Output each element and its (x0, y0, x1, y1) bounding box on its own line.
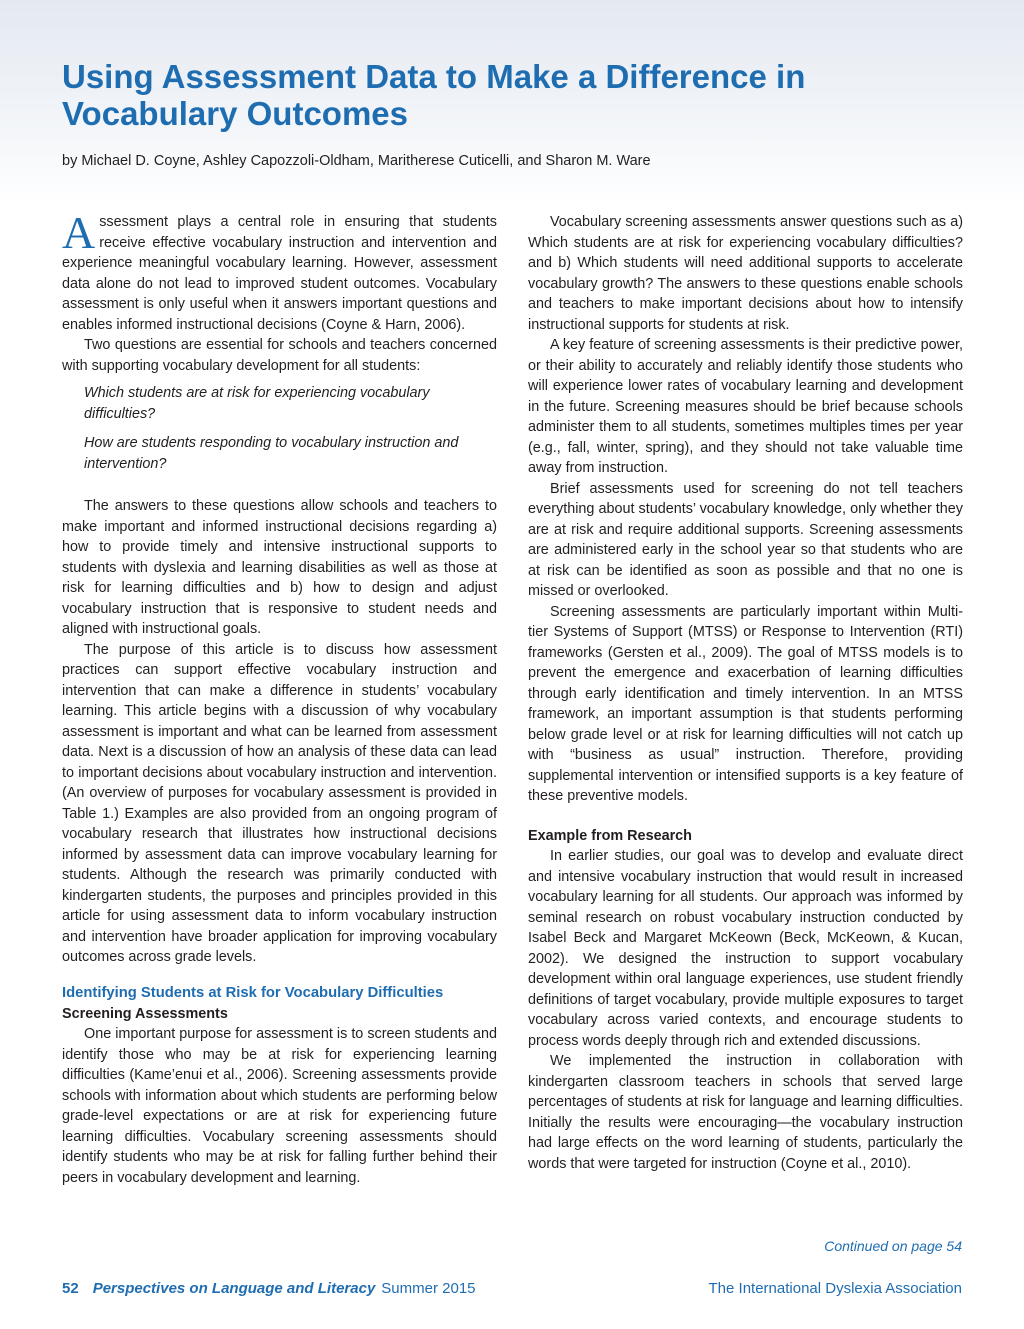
paragraph: We implemented the instruction in collaboration with kindergarten classroom teachers in schools that served large percentages of students at risk for language and learning difficulties. Initially the results were encouraging—the vocabulary instruction had large effects on the word learning of students, particularly the words that were targeted for instruction (Coyne et al., 2010). (528, 1053, 963, 1172)
paragraph: In earlier studies, our goal was to develop and evaluate direct and intensive vocabulary instruction that would result in increased vocabulary learning for all students. Our approach was informed by seminal research on robust vocabulary instruction conducted by Isabel Beck and Margaret McKeown (Beck, McKeown, & Kucan, 2002). We designed the instruction to support vocabulary development within oral language experiences, use student friendly definitions of target vocabulary, provide multiple exposures to target vocabulary across varied contexts, and encourage students to process words deeply through rich and extended discussions. (528, 848, 963, 1049)
paragraph: One important purpose for assessment is to screen students and identify those who may be at risk for experiencing learning difficulties (Kame’enui et al., 2006). Screening assessments provide schools with information about which students are performing below grade-level expectations or are at risk for experiencing future learning difficulties. Vocabulary screening assessments should identify students who may be at risk for falling further behind their peers in vocabulary development and learning. (62, 1026, 497, 1186)
section-heading: Identifying Students at Risk for Vocabulary Difficulties (62, 984, 444, 1001)
question-1: Which students are at risk for experiencing vocabulary difficulties? (84, 385, 430, 422)
left-column (62, 207, 497, 1260)
page-number: 52 (62, 1280, 79, 1297)
paragraph: Brief assessments used for screening do not tell teachers everything about students’ vocabulary knowledge, only whether they are at risk and require additional supports. Screening assessments are administered early in the school year so that students who are at risk can be identified as soon as possible and that no one is missed or overlooked. (528, 480, 963, 599)
paragraph: The purpose of this article is to discuss how assessment practices can support effective vocabulary instruction and intervention that can make a difference in students’ vocabulary learning. This article begins with a discussion of why vocabulary assessment is important and what can be learned from assessment data. Next is a discussion of how an analysis of these data can lead to important decisions about vocabulary instruction and intervention. (An overview of purposes for vocabulary assessment is provided in Table 1.) Examples are also provided from an ongoing program of vocabulary research that illustrates how instructional decisions informed by assessment data can improve vocabulary learning for students. Although the research was primarily conducted with kindergarten students, the purposes and principles provided in this article for using assessment data to inform vocabulary instruction and intervention have broader application for improving vocabulary outcomes across grade levels. (62, 641, 497, 965)
page-footer (62, 1280, 962, 1302)
paragraph: A key feature of screening assessments is their predictive power, or their ability to accurately and reliably identify those students who will experience lower rates of vocabulary learning and development in the future. Screening measures should be brief because schools administer them to all students, sometimes multiples times per year (e.g., fall, winter, spring), and they should not take valuable time away from instruction. (528, 337, 963, 476)
paragraph: The answers to these questions allow schools and teachers to make important and informed instructional decisions regarding a) how to provide timely and intensive instructional supports to students with dyslexia and learning disabilities as well as those at risk for learning difficulties and b) how to design and adjust vocabulary instruction that is responsive to student needs and aligned with instructional goals. (62, 498, 497, 637)
continued-note: Continued on page 54 (824, 1238, 962, 1254)
journal-name: Perspectives on Language and Literacy (92, 1280, 376, 1297)
article-title: Using Assessment Data to Make a Difference in Vocabulary Outcomes (62, 58, 806, 132)
paragraph: Screening assessments are particularly important within Multi-tier Systems of Support (MTSS) or Response to Intervention (RTI) frameworks (Gersten et al., 2009). The goal of MTSS models is to prevent the emergence and exacerbation of learning difficulties through early identification and timely intervention. In an MTSS framework, an important assumption is that students performing below grade level or at risk for learning difficulties will not catch up with “business as usual” instruction. Therefore, providing supplemental intervention or intensified supports is a key feature of these preventive models. (528, 603, 963, 804)
article-byline: by Michael D. Coyne, Ashley Capozzoli-Oldham, Maritherese Cuticelli, and Sharon M. Ware (62, 153, 651, 169)
paragraph: Vocabulary screening assessments answer questions such as a) Which students are at risk for experiencing vocabulary difficulties? and b) Which students will need additional supports to accelerate vocabulary growth? The answers to these questions enable schools and teachers to make important decisions about how to intensify instructional supports for students at risk. (528, 214, 963, 333)
subheading-screening: Screening Assessments (62, 1005, 228, 1022)
organization-name: The International Dyslexia Association (708, 1280, 962, 1297)
intro-paragraph (62, 207, 497, 335)
intro-text: ssessment plays a central role in ensuring that students receive effective vocabulary instruction and intervention and experience meaningful vocabulary learning. However, assessment data alone do not lead to improved student outcomes. Vocabulary assessment is only useful when it answers important questions and enables informed instructional decisions (Coyne & Harn, 2006). (62, 214, 497, 333)
question-2: How are students responding to vocabulary instruction and intervention? (84, 435, 459, 472)
paragraph: Two questions are essential for schools and teachers concerned with supporting vocabulary development for all students: (62, 337, 497, 374)
drop-cap: A (62, 207, 96, 258)
subheading-example: Example from Research (528, 827, 692, 844)
key-questions (84, 383, 497, 474)
right-column (528, 212, 963, 1267)
journal-issue: Summer 2015 (381, 1280, 476, 1297)
